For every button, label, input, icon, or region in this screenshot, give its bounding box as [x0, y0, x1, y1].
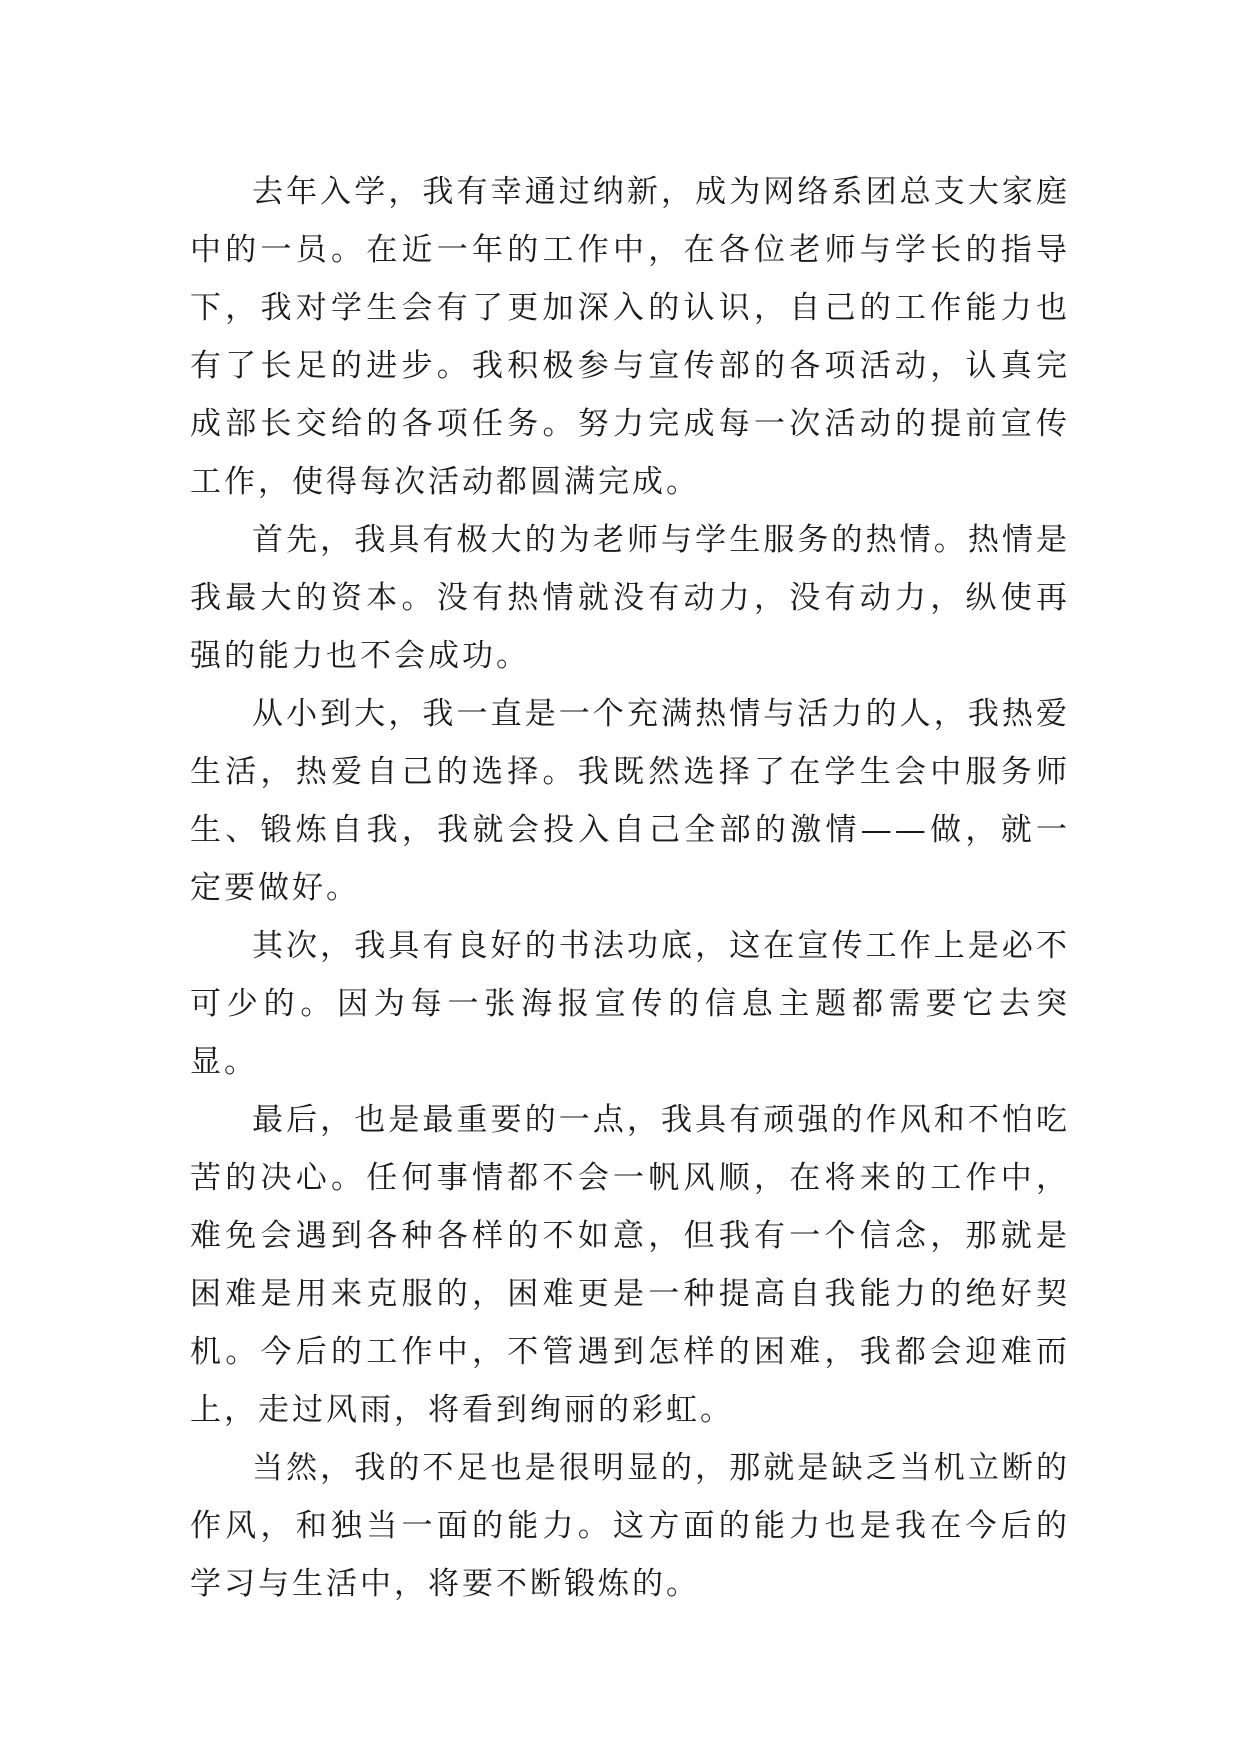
paragraph-intro: 去年入学，我有幸通过纳新，成为网络系团总支大家庭中的一员。在近一年的工作中，在各位老师与学长的指导下，我对学生会有了更加深入的认识，自己的工作能力也有了长足的进步。我积极参与宣传部的各项活动，认真完成部长交给的各项任务。努力完成每一次活动的提前宣传工作，使得每次活动都圆满完成。: [190, 174, 1070, 500]
paragraph-shortcomings: 当然，我的不足也是很明显的，那就是缺乏当机立断的作风，和独当一面的能力。这方面的能力也是我在今后的学习与生活中，将要不断锻炼的。: [190, 1450, 1070, 1602]
paragraph-determination: 最后，也是最重要的一点，我具有顽强的作风和不怕吃苦的决心。任何事情都不会一帆风顺，在将来的工作中，难免会遇到各种各样的不如意，但我有一个信念，那就是困难是用来克服的，困难更是一种提高自我能力的绝好契机。今后的工作中，不管遇到怎样的困难，我都会迎难而上，走过风雨，将看到绚丽的彩虹。: [190, 1102, 1070, 1428]
paragraph-calligraphy: 其次，我具有良好的书法功底，这在宣传工作上是必不可少的。因为每一张海报宣传的信息主题都需要它去突显。: [190, 928, 1070, 1080]
paragraph-enthusiasm: 首先，我具有极大的为老师与学生服务的热情。热情是我最大的资本。没有热情就没有动力，没有动力，纵使再强的能力也不会成功。: [190, 522, 1070, 674]
document-body: [190, 163, 1070, 1613]
paragraph-passion: 从小到大，我一直是一个充满热情与活力的人，我热爱生活，热爱自己的选择。我既然选择了在学生会中服务师生、锻炼自我，我就会投入自己全部的激情——做，就一定要做好。: [190, 696, 1070, 906]
